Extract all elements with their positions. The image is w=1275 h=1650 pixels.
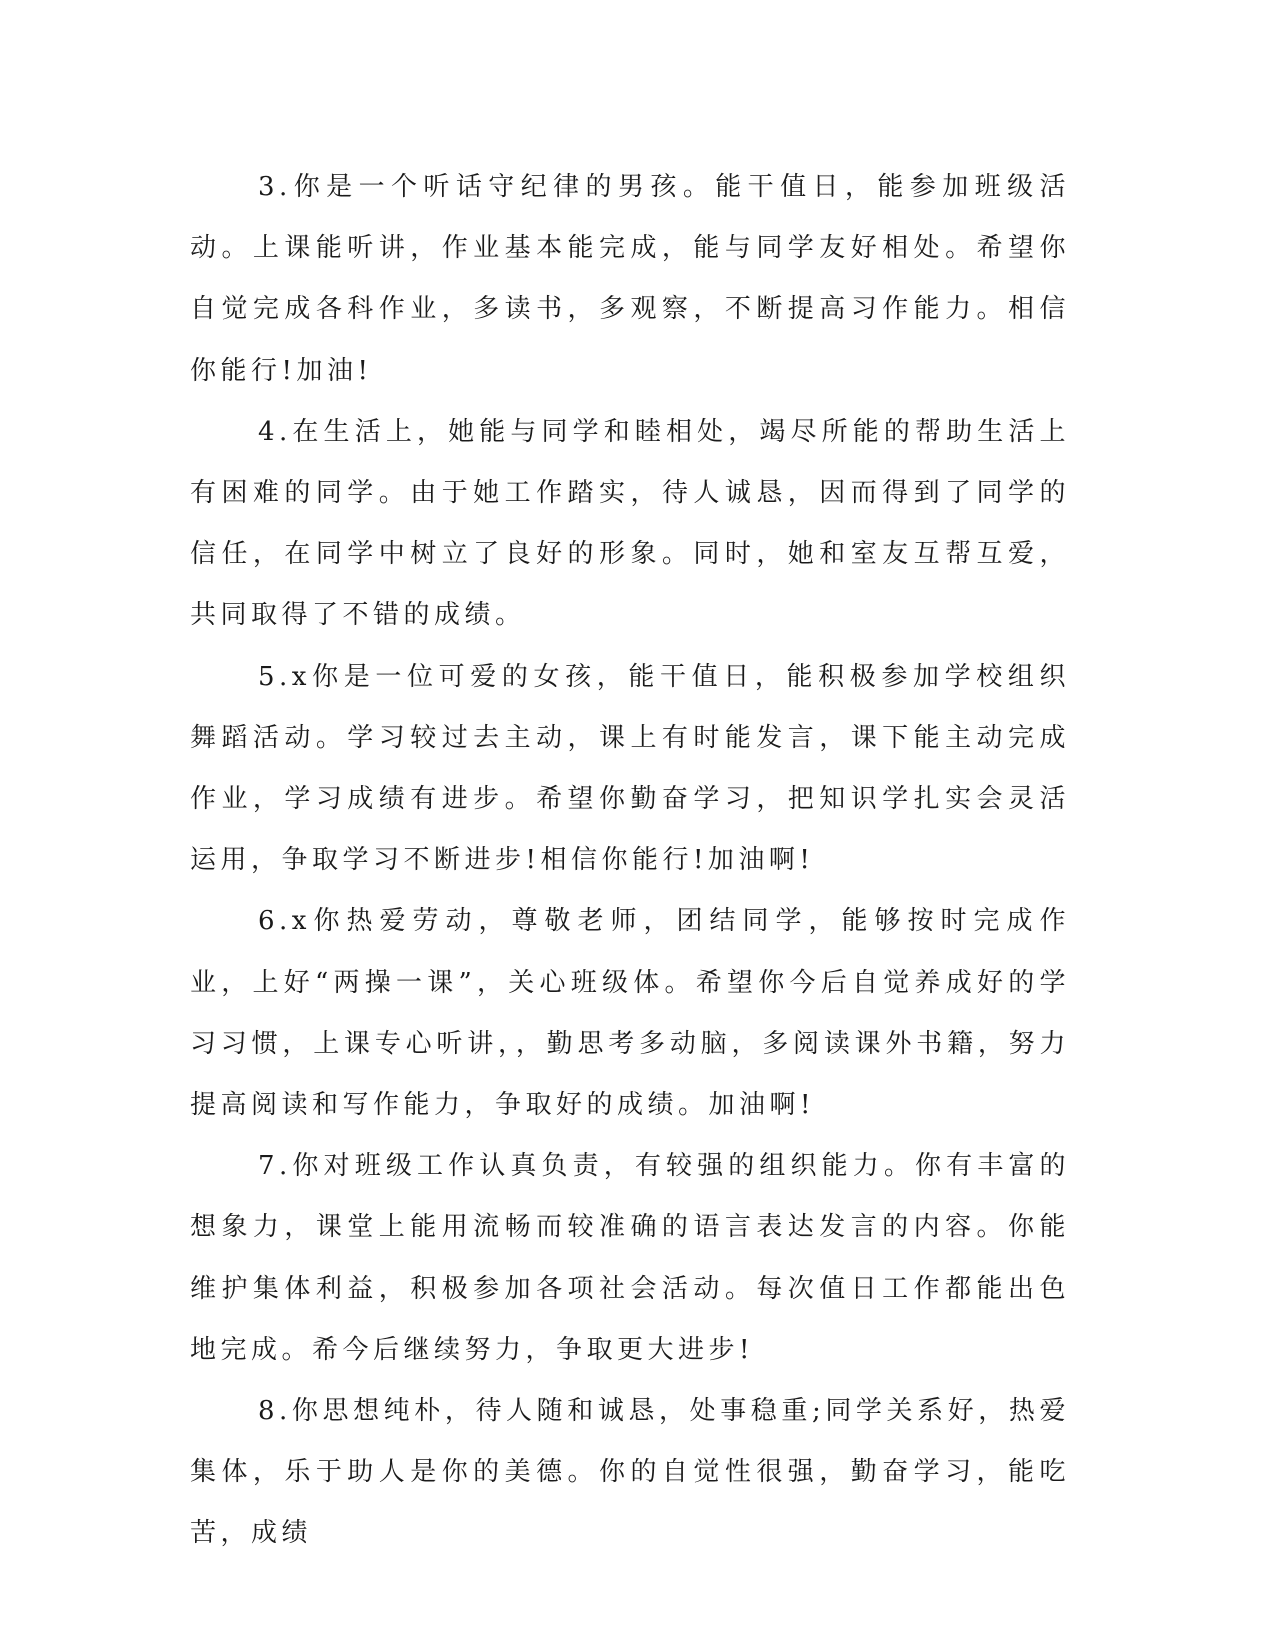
paragraph-5: 5.x你是一位可爱的女孩，能干值日，能积极参加学校组织舞蹈活动。学习较过去主动，课上有时能发言，课下能主动完成作业，学习成绩有进步。希望你勤奋学习，把知识学扎实会灵活运用，争取学习不断进步!相信你能行!加油啊! [190,661,1070,876]
paragraph-8: 8.你思想纯朴，待人随和诚恳，处事稳重;同学关系好，热爱集体，乐于助人是你的美德。你的自觉性很强，勤奋学习，能吃苦，成绩 [190,1396,1070,1549]
paragraph-4: 4.在生活上，她能与同学和睦相处，竭尽所能的帮助生活上有困难的同学。由于她工作踏实，待人诚恳，因而得到了同学的信任，在同学中树立了良好的形象。同时，她和室友互帮互爱，共同取得了不错的成绩。 [190,416,1070,631]
paragraph-6: 6.x你热爱劳动，尊敬老师，团结同学，能够按时完成作业，上好“两操一课”，关心班级体。希望你今后自觉养成好的学习习惯，上课专心听讲，，勤思考多动脑，多阅读课外书籍，努力提高阅读和写作能力，争取好的成绩。加油啊! [190,906,1070,1121]
document-body [190,157,1070,1565]
paragraph-3: 3.你是一个听话守纪律的男孩。能干值日，能参加班级活动。上课能听讲，作业基本能完成，能与同学友好相处。希望你自觉完成各科作业，多读书，多观察，不断提高习作能力。相信你能行!加油! [190,172,1070,386]
paragraph-7: 7.你对班级工作认真负责，有较强的组织能力。你有丰富的想象力，课堂上能用流畅而较准确的语言表达发言的内容。你能维护集体利益，积极参加各项社会活动。每次值日工作都能出色地完成。希今后继续努力，争取更大进步! [190,1151,1070,1365]
